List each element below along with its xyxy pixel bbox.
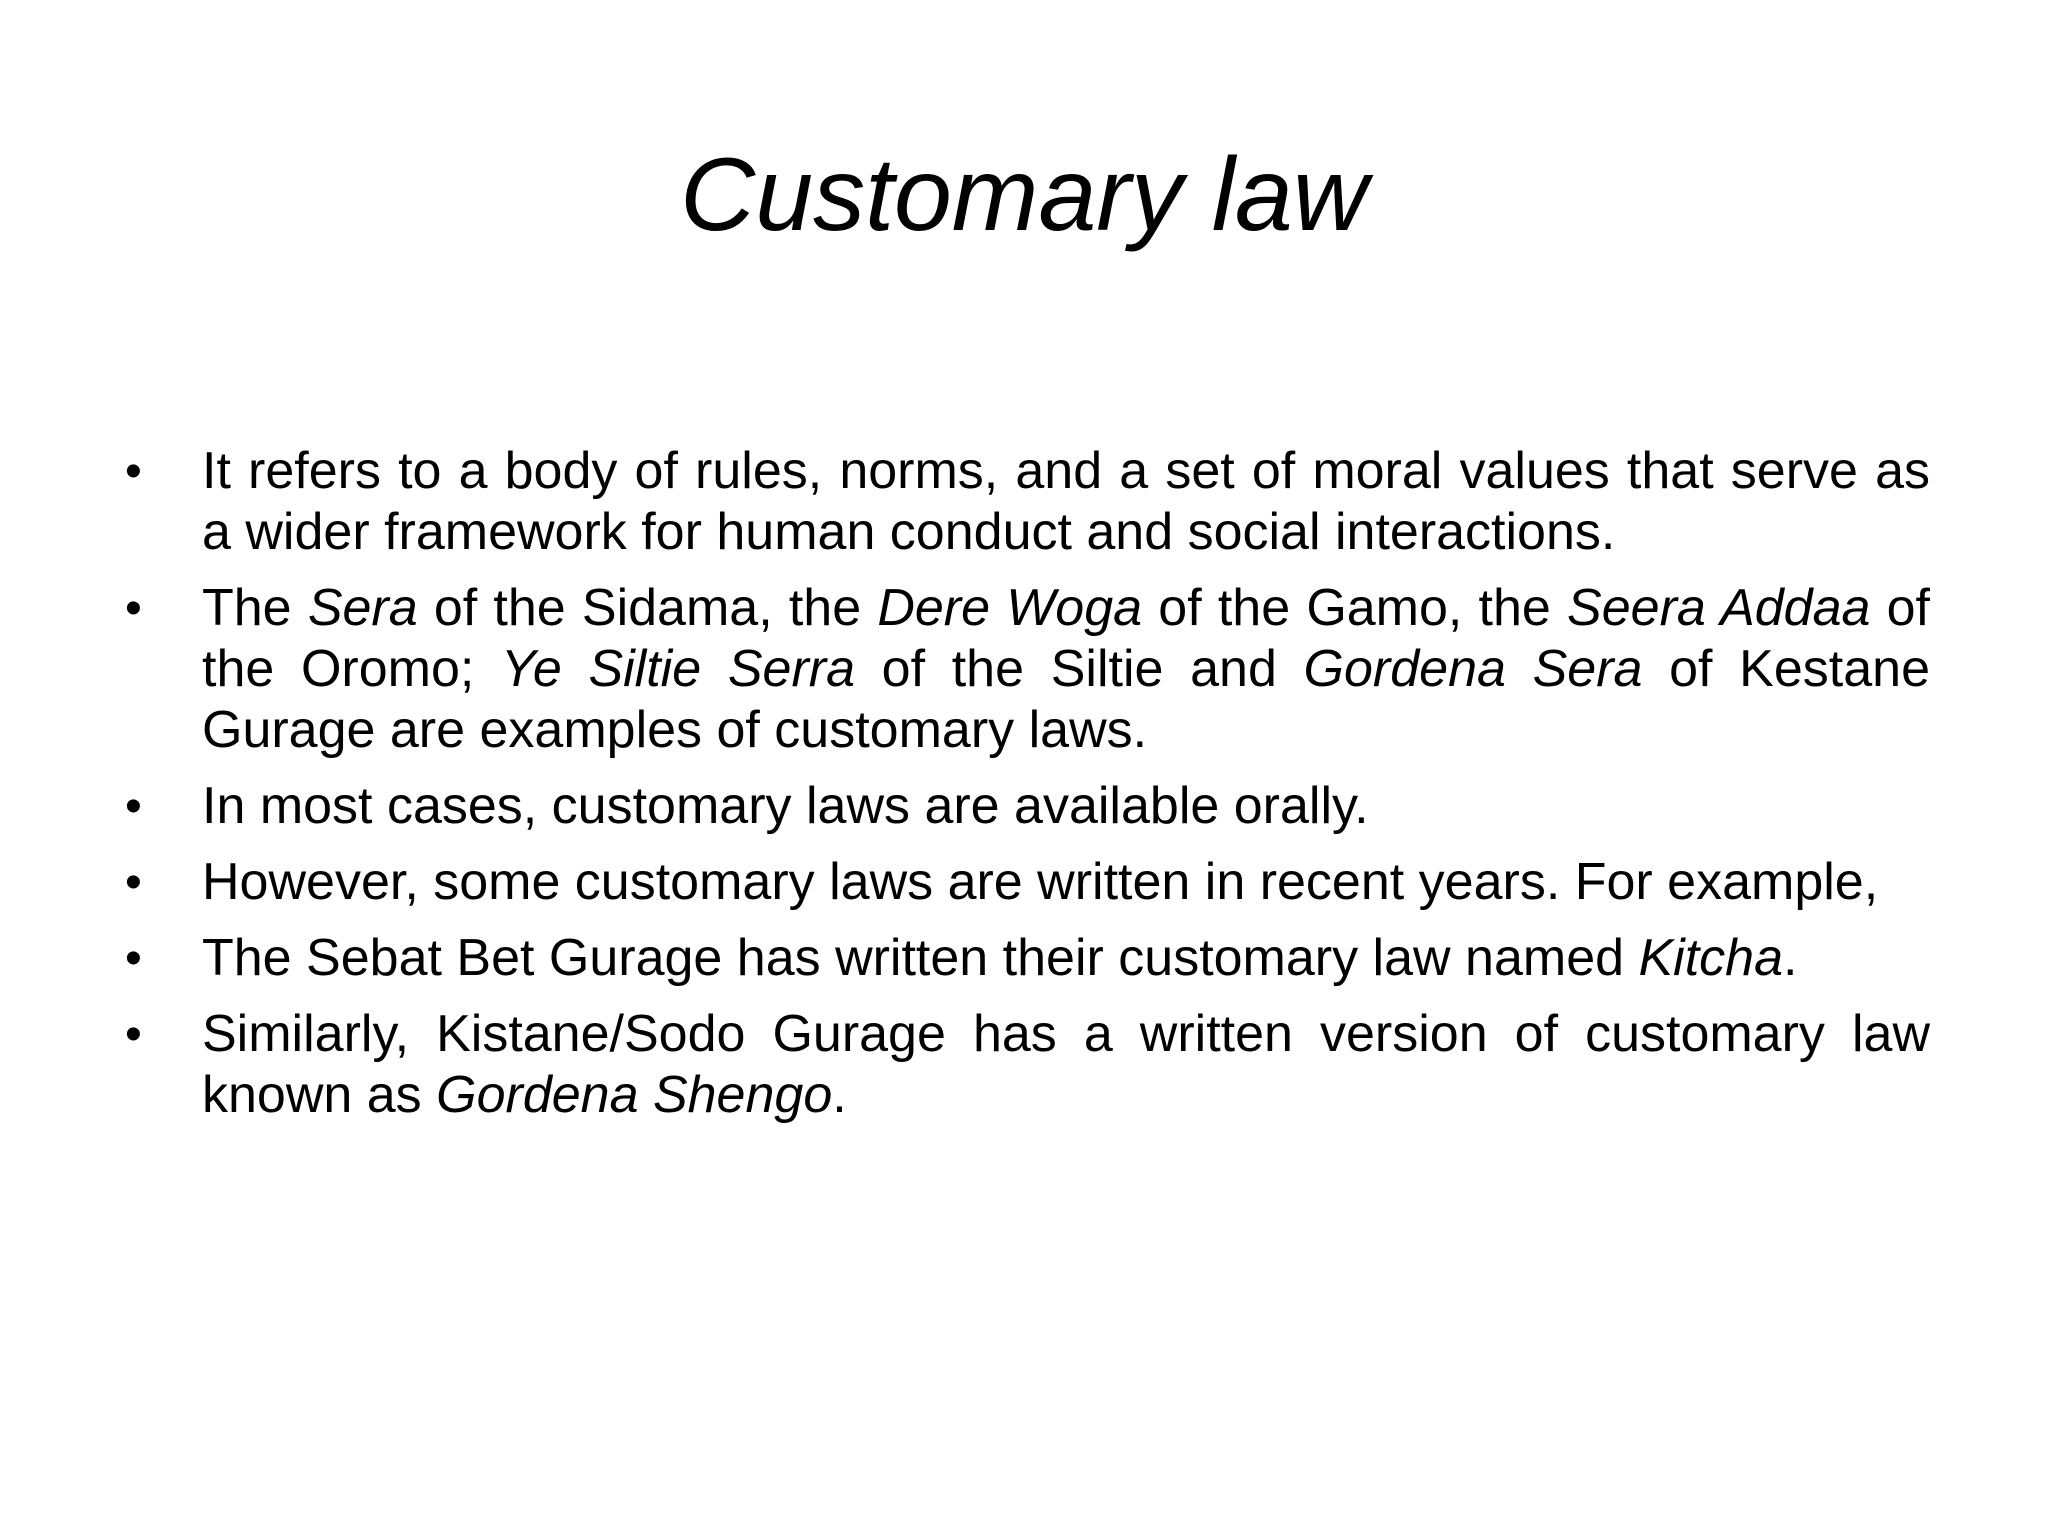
bullet-italic-term: Seera Addaa	[1567, 579, 1871, 637]
bullet-item	[125, 928, 1930, 989]
bullet-item	[125, 578, 1930, 761]
bullet-dot-icon: •	[125, 582, 142, 635]
bullet-italic-term: Kitcha	[1638, 929, 1784, 987]
bullet-dot-icon: •	[125, 1008, 142, 1061]
bullet-text: .	[832, 1066, 847, 1124]
bullet-text: of the Siltie and	[855, 640, 1304, 698]
bullet-text: of Kestane Gurage are examples of customary laws.	[202, 640, 1930, 759]
bullet-item	[125, 852, 1930, 913]
bullet-dot-icon: •	[125, 445, 142, 498]
bullet-text: .	[1783, 929, 1798, 987]
bullet-italic-term: Sera	[307, 579, 418, 637]
bullet-text: Similarly, Kistane/Sodo Gurage has a written version of customary law known as	[202, 1005, 1930, 1124]
bullet-dot-icon: •	[125, 932, 142, 985]
bullet-italic-term: Dere Woga	[877, 579, 1143, 637]
bullet-dot-icon: •	[125, 856, 142, 909]
bullet-italic-term: Gordena Sera	[1303, 640, 1643, 698]
slide-title: Customary law	[680, 137, 1368, 253]
bullet-italic-term: Ye Siltie Serra	[501, 640, 855, 698]
bullet-text: of the Oromo;	[202, 579, 1930, 698]
bullet-text: The Sebat Bet Gurage has written their customary law named	[202, 929, 1639, 987]
bullet-text: It refers to a body of rules, norms, and a set of moral values that serve as a wider framework for human conduct and social interactions.	[202, 442, 1930, 561]
bullet-text: of the Gamo, the	[1142, 579, 1568, 637]
bullet-item	[125, 441, 1930, 563]
bullet-item	[125, 1004, 1930, 1126]
bullet-dot-icon: •	[125, 780, 142, 833]
bullet-italic-term: Gordena Shengo	[436, 1066, 833, 1124]
bullet-item	[125, 776, 1930, 837]
bullet-text: However, some customary laws are written in recent years. For example,	[202, 853, 1879, 911]
bullet-text: In most cases, customary laws are available orally.	[202, 777, 1369, 835]
bullet-text: The	[202, 579, 308, 637]
bullet-text: of the Sidama, the	[417, 579, 878, 637]
bullet-list	[125, 441, 1930, 1141]
